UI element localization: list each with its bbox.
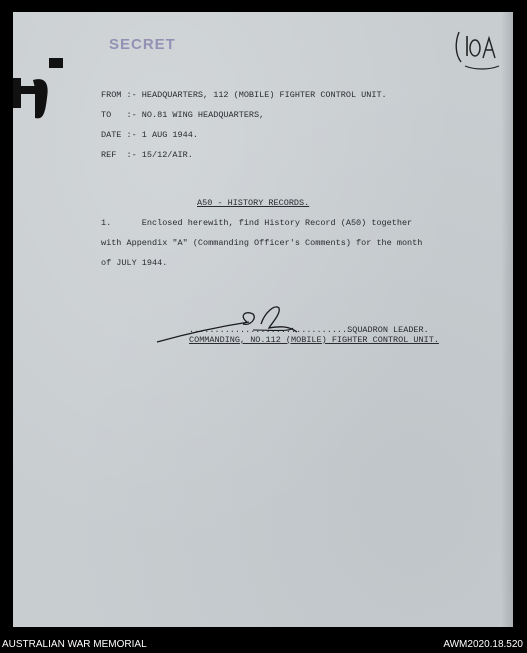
- header-ref: REF :- 15/12/AIR.: [101, 150, 193, 160]
- signatory-title: COMMANDING, NO.112 (MOBILE) FIGHTER CONTROL UNIT.: [189, 335, 439, 345]
- page-edge-shadow: [501, 12, 513, 627]
- paragraph-line-3: of JULY 1944.: [101, 258, 168, 268]
- header-date: DATE :- 1 AUG 1944.: [101, 130, 198, 140]
- header-from: FROM :- HEADQUARTERS, 112 (MOBILE) FIGHTER CONTROL UNIT.: [101, 90, 387, 100]
- document-page: [13, 12, 513, 627]
- secret-stamp: SECRET: [109, 36, 176, 53]
- paragraph-line-1: 1. Enclosed herewith, find History Record (A50) together: [101, 218, 413, 228]
- archive-footer: [0, 638, 527, 653]
- paragraph-line-2: with Appendix "A" (Commanding Officer's Comments) for the month: [101, 238, 423, 248]
- subject-heading: A50 - HISTORY RECORDS.: [197, 198, 310, 208]
- accession-number: AWM2020.18.520: [443, 639, 523, 650]
- reference-mark-annotation: [453, 26, 503, 70]
- signature-line: ...............................SQUADRON LEADER.: [189, 325, 429, 335]
- reference-mark-text: 10 A: [453, 26, 455, 27]
- binder-clip: [13, 58, 65, 128]
- header-to: TO :- NO.81 WING HEADQUARTERS,: [101, 110, 265, 120]
- institution-name: AUSTRALIAN WAR MEMORIAL: [2, 639, 147, 650]
